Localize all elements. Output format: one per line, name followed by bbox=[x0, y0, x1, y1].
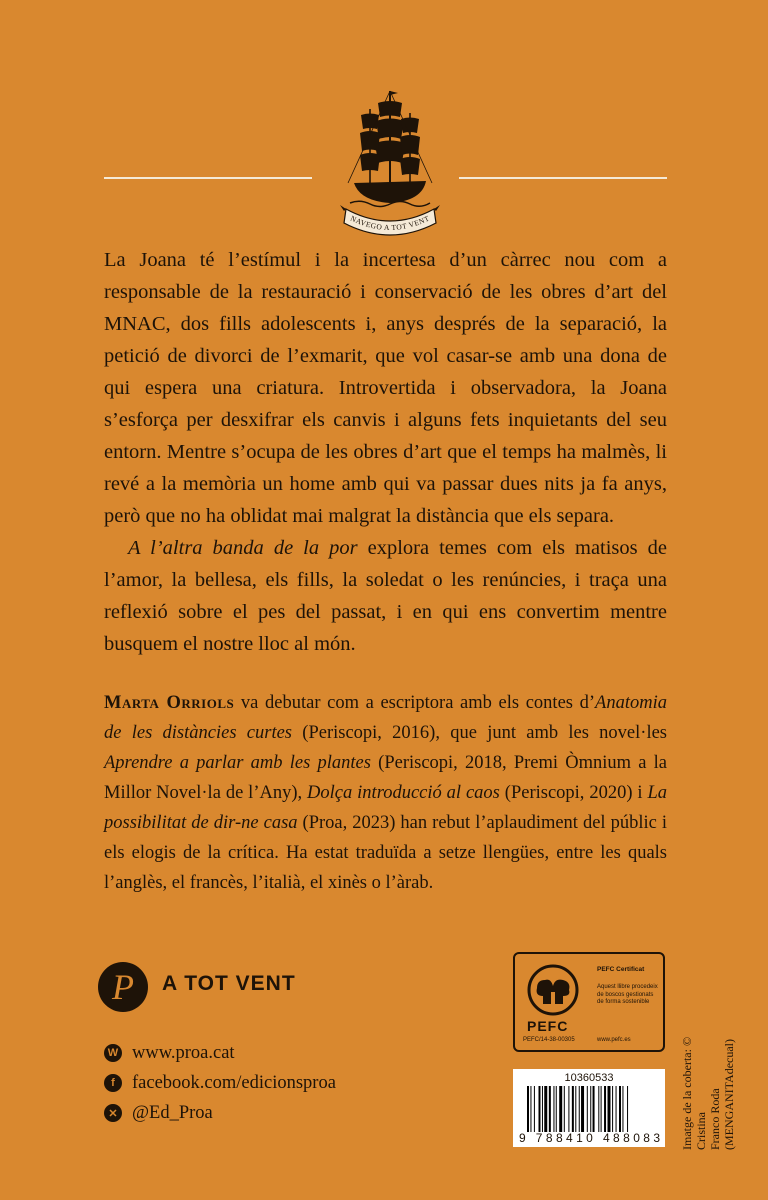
barcode-bar bbox=[581, 1086, 584, 1132]
pefc-tree-logo-icon bbox=[523, 962, 583, 1022]
synopsis-paragraph-2-text: explora temes com els matisos de l’amor, la bellesa, els fills, la soledat o les renúncies, i traça una reflexió sobre el pes del passat, i en qui ens convertim mentre busquem el nostre lloc al món. bbox=[104, 537, 667, 655]
barcode-bar bbox=[612, 1086, 613, 1132]
publisher-collection-name: A TOT VENT bbox=[162, 972, 296, 995]
publisher-logo-letter: P bbox=[112, 967, 134, 1007]
barcode-bar bbox=[527, 1086, 529, 1132]
pefc-url: www.pefc.es bbox=[597, 1037, 631, 1043]
bio-book-title: Anatomia de les distàncies curtes bbox=[104, 693, 667, 743]
barcode-bar bbox=[598, 1086, 599, 1132]
barcode-bar bbox=[579, 1086, 580, 1132]
bio-book-title: Aprendre a parlar amb les plantes bbox=[104, 753, 371, 773]
emblem-ribbon-text: NAVEGO A TOT VENT bbox=[348, 213, 432, 233]
barcode-bar bbox=[587, 1086, 588, 1132]
barcode-top-number: 10360533 bbox=[564, 1072, 614, 1084]
bio-text: va debutar com a escriptora amb els contes d’ bbox=[234, 693, 596, 713]
bio-text: (Periscopi, 2020) i bbox=[499, 783, 648, 803]
book-title: A l’altra banda de la por bbox=[128, 537, 358, 559]
publisher-links bbox=[104, 1038, 336, 1128]
author-bio-paragraph bbox=[104, 688, 667, 898]
pefc-wordmark: PEFC bbox=[527, 1018, 569, 1034]
web-icon: W bbox=[104, 1044, 122, 1062]
synopsis-paragraph-2 bbox=[104, 532, 667, 660]
barcode-bar bbox=[564, 1086, 565, 1132]
x-link[interactable] bbox=[104, 1098, 336, 1128]
right-decorative-rule bbox=[459, 177, 667, 179]
website-link-text[interactable]: www.proa.cat bbox=[132, 1042, 235, 1063]
pefc-certification-box bbox=[513, 952, 665, 1052]
isbn-barcode bbox=[513, 1069, 665, 1147]
barcode-bar bbox=[601, 1086, 602, 1132]
credit-line-1: Imatge de la coberta: © Cristina bbox=[680, 1036, 708, 1150]
x-icon: ✕ bbox=[104, 1104, 122, 1122]
facebook-link[interactable] bbox=[104, 1068, 336, 1098]
barcode-bar bbox=[608, 1086, 611, 1132]
barcode-bar bbox=[619, 1086, 621, 1132]
barcode-bar bbox=[553, 1086, 554, 1132]
barcode-bar bbox=[530, 1086, 531, 1132]
barcode-bar bbox=[544, 1086, 547, 1132]
barcode-bar bbox=[604, 1086, 606, 1132]
x-link-text[interactable]: @Ed_Proa bbox=[132, 1102, 213, 1123]
barcode-bar bbox=[627, 1086, 628, 1132]
publisher-logo bbox=[98, 962, 148, 1012]
bio-book-title: Dolça introducció al caos bbox=[307, 783, 500, 803]
bio-text: (Periscopi, 2016), que junt amb les novel·les bbox=[292, 723, 667, 743]
barcode-bar bbox=[542, 1086, 543, 1132]
synopsis-paragraph-1: La Joana té l’estímul i la incertesa d’un càrrec nou com a responsable de la restauració i conservació de les obres d’art del MNAC, dos fills adolescents i, anys després de la separació, la petició de divorci de l’exmarit, que vol casar-se amb una dona de qui espera una criatura. Introvertida i observadora, la Joana s’esforça per desxifrar els canvis i alguns fets inquietants del seu entorn. Mentre s’ocupa de les obres d’art que el temps ha malmès, li revé a la memòria un home amb qui va passar dues nits ja fa anys, però que no ha oblidat mai malgrat la distància que els separa. bbox=[104, 249, 667, 527]
sailing-ship-icon bbox=[340, 83, 440, 243]
bio-text: (Periscopi, 2018, Premi Òmnium a la Millor Novel·la de l’Any), bbox=[104, 753, 668, 803]
facebook-icon: f bbox=[104, 1074, 122, 1092]
pefc-code: PEFC/14-38-00305 bbox=[523, 1037, 575, 1043]
bio-book-title: La possibilitat de dir-ne casa bbox=[104, 783, 667, 833]
cover-image-credit bbox=[680, 1010, 736, 1150]
bio-text: (Proa, 2023) han rebut l’aplaudiment del públic i els elogis de la crítica. Ha estat traduïda a setze llengües, entre les quals l’anglès, el francès, l’italià, el xinès o l’àrab. bbox=[104, 813, 667, 893]
barcode-bar bbox=[575, 1086, 576, 1132]
author-bio bbox=[104, 688, 667, 898]
website-link[interactable] bbox=[104, 1038, 336, 1068]
barcode-bar bbox=[616, 1086, 617, 1132]
author-name: Marta Orriols bbox=[104, 693, 235, 713]
barcode-bar bbox=[534, 1086, 535, 1132]
facebook-link-text[interactable]: facebook.com/edicionsproa bbox=[132, 1072, 336, 1093]
credit-line-2: Franco Roda (MENGANITAdecual) bbox=[708, 1039, 736, 1150]
barcode-bar bbox=[568, 1086, 569, 1132]
barcode-bar bbox=[622, 1086, 623, 1132]
barcode-bar bbox=[590, 1086, 591, 1132]
barcode-bar bbox=[572, 1086, 574, 1132]
barcode-bars bbox=[527, 1086, 657, 1132]
pefc-certificate-label: PEFC Certificat bbox=[597, 966, 645, 973]
barcode-bar bbox=[556, 1086, 557, 1132]
barcode-bar bbox=[549, 1086, 551, 1132]
left-decorative-rule bbox=[104, 177, 312, 179]
barcode-bar bbox=[593, 1086, 595, 1132]
synopsis bbox=[104, 244, 667, 660]
barcode-digits: 9 788410 488083 bbox=[519, 1131, 664, 1145]
barcode-bar bbox=[559, 1086, 562, 1132]
barcode-bar bbox=[539, 1086, 541, 1132]
pefc-description: Aquest llibre procedeix de boscos gestionats de forma sostenible bbox=[597, 984, 658, 1005]
